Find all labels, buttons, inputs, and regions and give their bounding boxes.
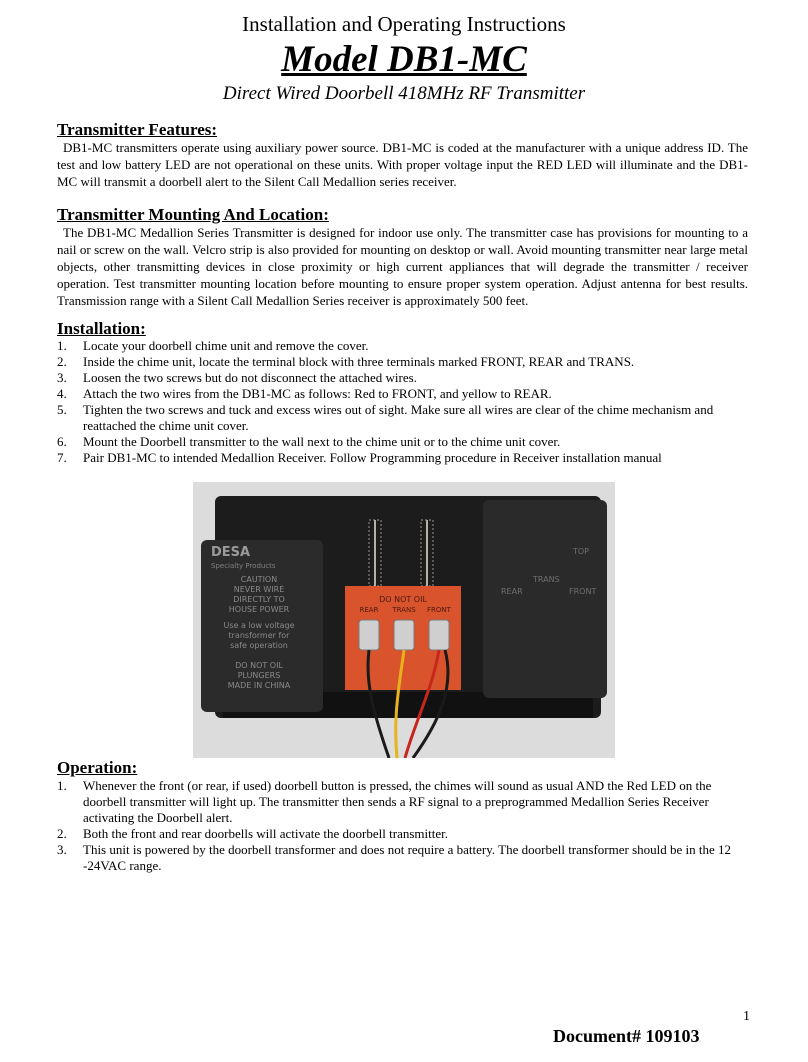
installation-heading: Installation: <box>57 319 146 338</box>
terminal-screw <box>394 620 414 650</box>
step-text: Tighten the two screws and tuck and excess wires out of sight. Make sure all wires are clear of the chime mechanism and reattached the chime unit cover. <box>83 402 714 433</box>
housing-label-line: MADE IN CHINA <box>227 681 291 690</box>
list-item <box>57 450 757 466</box>
housing-label-line: HOUSE POWER <box>228 605 290 614</box>
step-text: This unit is powered by the doorbell transformer and does not require a battery. The doorbell transformer should be in the 12 -24VAC range. <box>83 842 732 873</box>
housing-label-line: CAUTION <box>240 575 278 584</box>
step-text: Attach the two wires from the DB1-MC as follows: Red to FRONT, and yellow to REAR. <box>83 386 552 401</box>
step-text: Locate your doorbell chime unit and remove the cover. <box>83 338 369 353</box>
step-number: 7. <box>57 450 67 465</box>
housing-label-line: Use a low voltage <box>223 621 295 630</box>
list-item <box>57 778 757 826</box>
terminal-screw <box>359 620 379 650</box>
housing-label-line: PLUNGERS <box>237 671 281 680</box>
housing-label-line: safe operation <box>230 641 288 650</box>
step-text: Pair DB1-MC to intended Medallion Receiver. Follow Programming procedure in Receiver installation manual <box>83 450 662 465</box>
step-text: Inside the chime unit, locate the terminal block with three terminals marked FRONT, REAR and TRANS. <box>83 354 635 369</box>
step-number: 3. <box>57 370 67 385</box>
step-number: 1. <box>57 338 67 353</box>
housing-label-line: TOP <box>573 547 590 556</box>
step-number: 5. <box>57 402 67 417</box>
step-number: 2. <box>57 354 67 369</box>
document-subtitle: Installation and Operating Instructions <box>242 12 566 36</box>
list-item <box>57 402 757 434</box>
step-text: Whenever the front (or rear, if used) doorbell button is pressed, the chimes will sound as usual AND the Red LED on the doorbell transmitter will light up. The transmitter then sends a RF signal to a preprogrammed Medallion Series Receiver activating the Doorbell alert. <box>83 778 712 825</box>
step-number: 4. <box>57 386 67 401</box>
mounting-heading: Transmitter Mounting And Location: <box>57 205 329 224</box>
housing-label-line: DIRECTLY TO <box>233 595 285 604</box>
document-number: Document# 109103 <box>553 1026 700 1046</box>
document-title: Model DB1-MC <box>281 39 527 80</box>
housing-label-line: DO NOT OIL <box>235 661 283 670</box>
operation-heading: Operation: <box>57 758 138 777</box>
terminal-label: FRONT <box>427 606 451 614</box>
housing-label-line: NEVER WIRE <box>233 585 285 594</box>
features-heading: Transmitter Features: <box>57 120 218 139</box>
housing-label-line: TRANS <box>533 575 560 584</box>
step-number: 2. <box>57 826 67 841</box>
terminal-screw <box>429 620 449 650</box>
list-item <box>57 354 757 370</box>
list-item <box>57 842 757 874</box>
board-label: DO NOT OIL <box>379 595 427 604</box>
page-number: 1 <box>743 1009 750 1024</box>
mounting-paragraph: The DB1-MC Medallion Series Transmitter is designed for indoor use only. The transmitter case has provisions for mounting to a nail or screw on the wall. Velcro strip is also provided for mounting on desktop or wall. Avoid mounting transmitter near large metal objects, other transmitting devices in close proximity or high current appliances that will degrade the transmitter / receiver operation. Test transmitter mounting location before mounting to ensure proper system operation. Adjust antenna for best results. Transmission range with a Silent Call Medallion Series receiver is approximately 500 feet. <box>57 225 748 308</box>
brand-text: DESA <box>211 545 251 560</box>
features-paragraph: DB1-MC transmitters operate using auxiliary power source. DB1-MC is coded at the manufacturer with a unique address ID. The test and low battery LED are not operational on these units. With proper voltage input the RED LED will illuminate and the DB1-MC will transmit a doorbell alert to the Silent Call Medallion series receiver. <box>57 140 748 189</box>
list-item <box>57 826 757 842</box>
housing-label-line: FRONT <box>569 587 597 596</box>
step-text: Both the front and rear doorbells will activate the doorbell transmitter. <box>83 826 448 841</box>
operation-steps <box>57 778 757 874</box>
doorbell-chime-photo <box>193 482 615 758</box>
document-tagline: Direct Wired Doorbell 418MHz RF Transmitter <box>222 83 586 104</box>
step-number: 3. <box>57 842 67 857</box>
step-number: 6. <box>57 434 67 449</box>
list-item <box>57 434 757 450</box>
terminal-label: REAR <box>359 606 379 614</box>
terminal-label: TRANS <box>392 606 416 614</box>
housing-label-line: REAR <box>501 587 523 596</box>
right-plunger-block <box>483 500 607 698</box>
housing-label-line: transformer for <box>228 631 290 640</box>
list-item <box>57 386 757 402</box>
list-item <box>57 338 757 354</box>
installation-steps <box>57 338 757 466</box>
list-item <box>57 370 757 386</box>
step-text: Loosen the two screws but do not disconnect the attached wires. <box>83 370 417 385</box>
step-text: Mount the Doorbell transmitter to the wall next to the chime unit or to the chime unit cover. <box>83 434 561 449</box>
step-number: 1. <box>57 778 67 793</box>
brand-subtext: Specialty Products <box>211 562 276 570</box>
